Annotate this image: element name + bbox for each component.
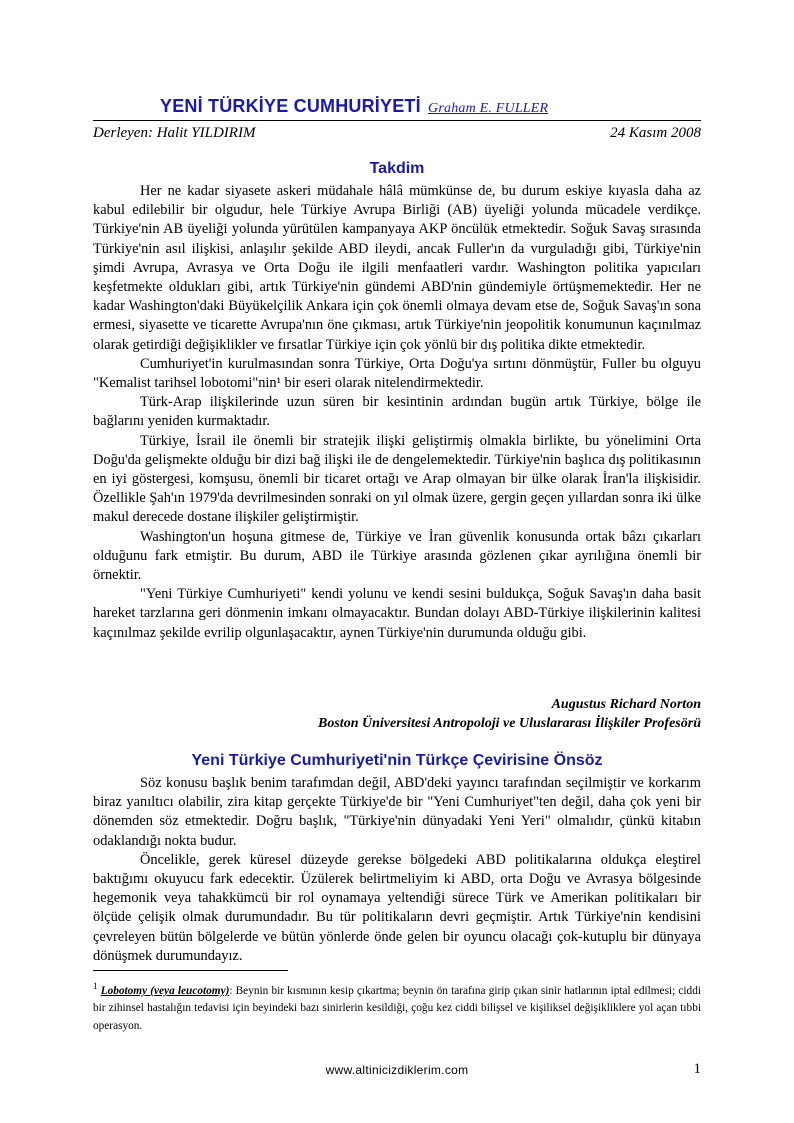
foreword-paragraph: "Yeni Türkiye Cumhuriyeti" kendi yolunu ve kendi sesini buldukça, Soğuk Savaş'ın daha basit hareket tarzlarına geri dönmenin imkanı olmayacaktır. Bundan dolayı ABD-Türkiye ilişkilerinin kalitesi kaçınılmaz şekilde evrilip olgunlaşacaktır, aynen Türkiye'nin durumunda olduğu gibi.: [93, 586, 701, 641]
document-title: [160, 96, 660, 117]
title-text: YENİ TÜRKİYE CUMHURİYETİ: [160, 96, 421, 116]
footnote-rule: [93, 970, 288, 971]
author-name: Graham E. FULLER: [428, 101, 549, 116]
compiler-line: Derleyen: Halit YILDIRIM: [93, 125, 256, 141]
signature-name: Augustus Richard Norton: [551, 697, 701, 712]
footnote-text: : Beynin bir kısmının kesip çıkartma; beynin ön tarafına girip çıkan sinir hatlarının iptal edilmesi; ciddi bir zihinsel hastalığın tedavisi için beyindeki bazı sinirlerin kesildiği, çoğu kez ciddi bilişsel ve kişiliksel değişikliklere yol açan tıbbi operasyon.: [93, 984, 701, 1032]
footer-url: www.altinicizdiklerim.com: [325, 1063, 469, 1077]
foreword-paragraph: Türkiye, İsrail ile önemli bir stratejik ilişki geliştirmiş olmakla birlikte, bu yönelimini Orta Doğu'da gelişmekte olduğu bir dizi bağ ilişki ile de dengelemektedir. Türkiye'nin başlıca dış politikasının en iyi göstergesi, komşusu, önemli bir ticaret ortağı ve Arap olmayan bir ülke olarak İran'la ilişkisidir. Özellikle Şah'ın 1979'da devrilmesinden sonraki on yıl olmak üzere, gergin geçen yıllardan sonra iki ülke makul derecede dostane ilişkiler geliştirmiştir.: [93, 432, 701, 526]
foreword-paragraph: Cumhuriyet'in kurulmasından sonra Türkiye, Orta Doğu'ya sırtını dönmüştür, Fuller bu olguyu "Kemalist tarihsel lobotomi"nin¹ bir eseri olarak nitelendirmektedir.: [93, 355, 701, 392]
date-line: 24 Kasım 2008: [610, 125, 701, 141]
foreword-paragraph: Türk-Arap ilişkilerinde uzun süren bir kesintinin ardından bugün artık Türkiye, bölge ile bağlarını yeniden kurmaktadır.: [93, 394, 701, 430]
foreword-title: Takdim: [369, 160, 425, 177]
preface-title: Yeni Türkiye Cumhuriyeti'nin Türkçe Çevirisine Önsöz: [191, 752, 603, 769]
header-rule: [93, 120, 701, 121]
foreword-body: [93, 182, 701, 643]
foreword-paragraph: Washington'un hoşuna gitmese de, Türkiye ve İran güvenlik konusunda ortak bâzı çıkarları olduğunu fark etmiştir. Bu durum, ABD ile Türkiye arasında gözlenen çıkar ayrılığına önemli bir örnektir.: [93, 528, 701, 584]
page-number: 1: [693, 1061, 701, 1077]
preface-paragraph: Söz konusu başlık benim tarafımdan değil, ABD'deki yayıncı tarafından seçilmiştir ve korkarım biraz yanıltıcı olabilir, zira kitap gerçekte Türkiye'de bir "Yeni Cumhuriyet"ten değil, daha çok yeni bir dönemden söz etmektedir. Doğru başlık, "Türkiye'nin dünyadaki Yeni Yeri" olmalıdır, çünkü kitabın odaklandığı nokta budur.: [93, 775, 701, 849]
footnote: [93, 978, 701, 1035]
footnote-term: Lobotomy (veya leucotomy): [100, 984, 230, 997]
preface-body: [93, 774, 701, 966]
footnote-marker: 1: [93, 981, 98, 991]
signature-title: Boston Üniversitesi Antropoloji ve Uluslararası İlişkiler Profesörü: [318, 716, 701, 731]
preface-paragraph: Öncelikle, gerek küresel düzeyde gerekse bölgedeki ABD politikalarına oldukça eleştirel baktığımı okuyucu fark edecektir. Üzülerek belirtmeliyim ki ABD, orta Doğu ve Avrasya bölgesinde hegemonik veya tahakkümcü bir rol oynamaya yeltendiği sürece Türk ve Amerikan politikaları bir ölçüde çelişik olmak durumundadır. Bu tür politikaların devri geçmiştir. Artık Türkiye'nin kendisini çevreleyen bütün bölgelerde ve bütün yönlerde önde gelen bir oyuncu olacağı çok-kutuplu bir dünyaya dönüşmek durumundayız.: [93, 851, 701, 964]
foreword-paragraph: Her ne kadar siyasete askeri müdahale hâlâ mümkünse de, bu durum eskiye kıyasla daha az kabul edilebilir bir olgudur, hele Türkiye Avrupa Birliği (AB) üyeliği yolunda mücadele verdikçe. Türkiye'nin AB üyeliği yolunda yürütülen kampanyaya AKP öncülük etmektedir. Soğuk Savaş sırasında Türkiye'nin asıl ilişkisi, anlaşılır şekilde ABD ileydi, ancak Fuller'ın da vurguladığı gibi, Türkiye'nin şimdi Avrupa, Avrasya ve Orta Doğu ile ilgili menfaatleri vardır. Washington politika yapıcıları keşfetmekte oldukları gibi, artık Türkiye'nin gündemi ABD'nin gündemiyle örtüşmemektedir. Her ne kadar Washington'daki Büyükelçilik Ankara için çok önemli olmaya devam etse de, Soğuk Savaş'ın sona ermesi, siyasette ve ticarette Avrupa'nın öne çıkması, artık Türkiye'nin jeopolitik konumunun kaçınılmaz olarak getirdiği değişiklikler ve fırsatlar Türkiye için çok yönlü bir dış politika dikte etmektedir.: [93, 183, 701, 353]
